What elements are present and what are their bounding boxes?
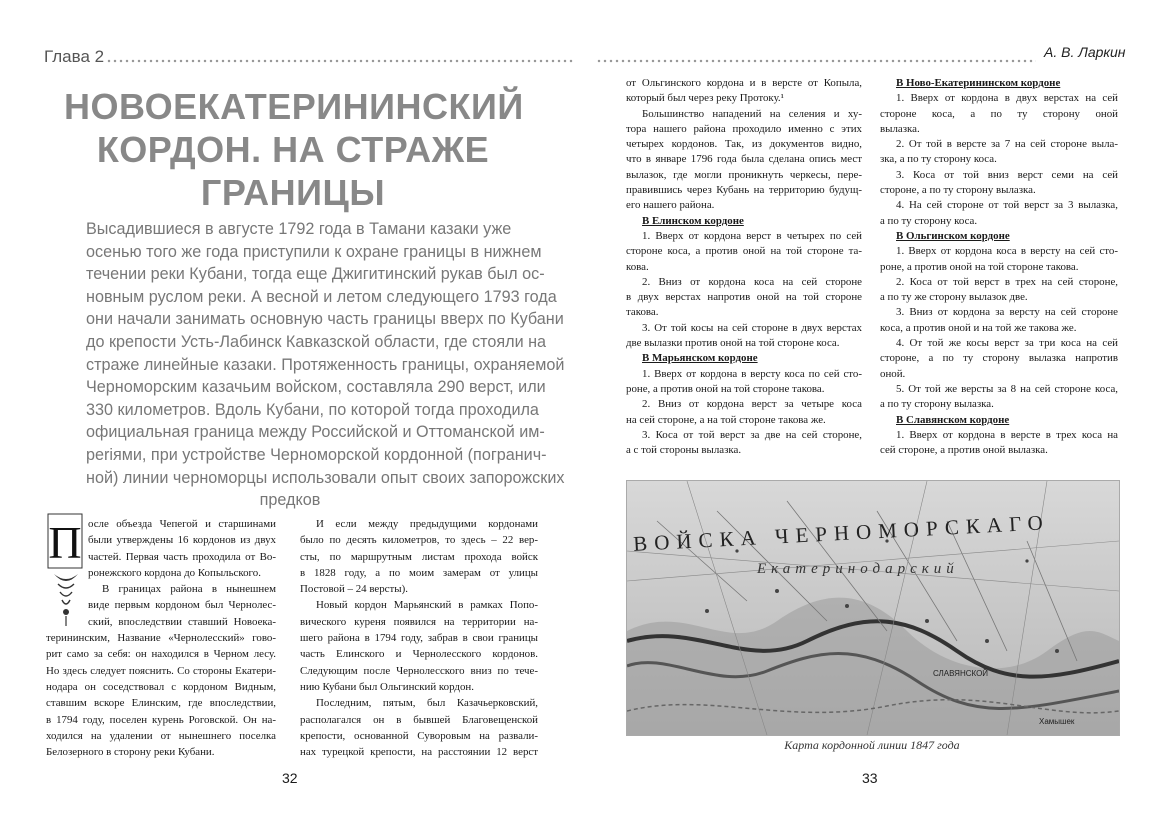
column-line: ронежского кордона до Копыльского. xyxy=(88,566,261,579)
header-dotted-rule-right xyxy=(596,58,1036,64)
page-number-right: 33 xyxy=(862,770,878,786)
column-line: который был через реку Протоку.¹ xyxy=(626,92,784,105)
column-line: Но здесь следует пояснить. Со стороны Екатери- xyxy=(46,664,276,677)
section-heading: В Марьянском кордоне xyxy=(642,352,758,365)
column-line: осле объезда Чепегой и старшинами xyxy=(88,518,276,530)
column-line: 2. Вниз от кордона коса на сей стороне xyxy=(642,275,862,288)
column-line: 1. Вверх от кордона в версту коса по сей сто- xyxy=(642,367,862,380)
column-line: рит само за себя: он находился в Черном лесу. xyxy=(46,648,276,661)
lead-line: предков xyxy=(259,491,321,510)
column-line: а с той стороны вылазка. xyxy=(626,444,742,457)
column-line: оной. xyxy=(880,367,906,380)
column-line: Следующим после Чернолесского вниз по тече- xyxy=(300,664,538,677)
section-heading: В Ольгинском кордоне xyxy=(896,229,1010,242)
column-line: стороне коса, а по ту сторону оной xyxy=(880,107,1118,120)
column-line: часть Елинского и Чернолесского кордонов. xyxy=(300,648,538,661)
lead-line: новным руслом реки. А весной и летом следующего 1793 года xyxy=(86,287,557,306)
lead-line: до крепости Усть-Лабинск Кавказской области, где стояли на xyxy=(86,332,547,351)
column-line: виде первым кордоном был Чернолес- xyxy=(88,599,276,612)
column-line: нах турецкой крепости, на расстоянии 12 верст xyxy=(300,746,538,759)
column-line: четырех кордонов. Так, из документов видно, xyxy=(626,138,862,151)
column-line: располагался он в бывшей Благовещенской xyxy=(300,713,538,726)
column-line: 5. От той же версты за 8 на сей стороне коса, xyxy=(896,382,1118,395)
column-line: коса, а против оной и на той же такова же. xyxy=(880,321,1077,334)
column-line: в двух верстах напротив оной на той стороне xyxy=(626,291,862,304)
column-line: а по ту же сторону вылазок две. xyxy=(880,291,1028,304)
column-line: 1. Вверх от кордона верст в четырех по сей xyxy=(642,229,862,242)
svg-text:П: П xyxy=(48,517,82,568)
column-line: 1. Вверх от кордона коса в версту на сей сто- xyxy=(896,245,1118,258)
lead-line: они начали занимать основную часть границы вверх по Кубани xyxy=(86,310,564,329)
chapter-label: Глава 2 xyxy=(44,47,105,66)
author-name: А. В. Ларкин xyxy=(1044,44,1126,60)
column-line: Белозерного в сторону реки Кубани. xyxy=(46,746,215,759)
lead-line: течении реки Кубани, тогда еще Джигитинский рукав был ос- xyxy=(86,265,545,284)
text-column-4 xyxy=(880,76,1118,458)
column-line: а по ту сторону коса. xyxy=(880,214,978,227)
column-line: Новый кордон Марьянский в рамках Попо- xyxy=(316,599,538,612)
column-line: 2. Коса от той верст в трех на сей стороне, xyxy=(896,275,1118,288)
lead-line: 330 километров. Вдоль Кубани, по которой тогда проходила xyxy=(86,400,539,419)
column-line: такова. xyxy=(626,306,659,319)
map-label-region: ВОЙСКА ЧЕРНОМОРСКАГО xyxy=(632,510,1051,556)
lead-line: официальная граница между Российской и Оттоманской им- xyxy=(86,423,545,442)
column-line: Последним, пятым, был Казачьерковский, xyxy=(316,697,538,710)
column-line: в 1794 году, поселен курень Роговской. Он на- xyxy=(46,713,276,726)
column-line: зка, а по ту сторону коса. xyxy=(880,153,997,166)
column-line: 2. Вниз от кордона верст за четыре коса xyxy=(642,398,862,411)
column-line: его нашего района. xyxy=(626,199,715,212)
column-line: на сей стороне, а на той стороне такова же. xyxy=(626,413,826,426)
column-line: правившись через Кубань на территорию будущ- xyxy=(626,184,862,197)
section-heading: В Славянском кордоне xyxy=(896,413,1010,426)
column-line: вического куреня появился на территории на- xyxy=(300,615,538,628)
section-heading: В Елинском кордоне xyxy=(642,214,744,227)
column-line: а по ту сторону вылазка. xyxy=(880,398,994,411)
column-line: сты, по маршрутным листам прохода войск xyxy=(300,550,538,563)
column-line: кова. xyxy=(626,260,649,273)
column-line: стороне, а по ту сторону вылазка. xyxy=(880,184,1036,197)
column-line: 3. От той косы на сей стороне в двух верстах xyxy=(642,321,862,334)
column-line: 3. Коса от той верст за две на сей стороне, xyxy=(642,428,862,441)
column-line: частей. Первая часть проходила от Во- xyxy=(88,550,276,563)
column-line: что в январе 1796 года была сделана опись мест xyxy=(626,153,862,166)
column-line: сей стороне, а против оной вылазка. xyxy=(880,444,1048,457)
map-caption: Карта кордонной линии 1847 года xyxy=(784,738,960,752)
map-label-district: Екатеринодарский xyxy=(757,561,959,577)
page-number-left: 32 xyxy=(282,770,298,786)
column-line: И если между предыдущими кордонами xyxy=(316,518,538,530)
column-line: стороне, а по ту сторону вылазка напротив xyxy=(880,352,1118,365)
text-column-2 xyxy=(300,516,538,760)
column-line: 4. На сей стороне от той верст за 3 вылазка, xyxy=(896,199,1118,212)
column-line: тора нашего района проходило именно с этих xyxy=(626,122,862,135)
column-line: 1. Вверх от кордона в версте в трех коса на xyxy=(896,428,1118,441)
column-line: роне, а против оной на той стороне такова. xyxy=(880,260,1079,273)
column-line: стороне коса, а против оной на той стороне та- xyxy=(626,245,862,258)
text-column-3 xyxy=(626,76,862,458)
text-column-1 xyxy=(46,516,276,760)
section-heading: В Ново-Екатерининском кордоне xyxy=(896,77,1061,89)
header-dotted-rule-left xyxy=(106,58,574,64)
column-line: 2. От той в версте за 7 на сей стороне выла- xyxy=(896,138,1118,151)
column-line: терининским, Название «Чернолесский» гово- xyxy=(46,632,276,645)
column-line: крепости, основанной Суворовым на развали- xyxy=(300,729,538,742)
column-line: 3. Коса от той вниз верст семи на сей xyxy=(896,168,1118,181)
column-line: вылазка. xyxy=(880,122,920,135)
column-line: ставшим вскоре Елинским, где впоследствии, xyxy=(46,697,276,710)
lead-line: ной) линии черноморцы использовали опыт своих запорожских xyxy=(86,468,565,487)
column-line: две вылазки против оной на той стороне коса. xyxy=(626,337,840,350)
column-line: 1. Вверх от кордона в двух верстах на сей xyxy=(896,92,1118,105)
column-line: вылазок, где могли проникнуть черкесы, пере- xyxy=(626,168,862,181)
title-line: НОВОЕКАТЕРИНИНСКИЙ xyxy=(64,86,524,127)
map-label-bottom: Хамышек xyxy=(1039,717,1075,726)
lead-line: осенью того же года приступили к охране границы в нижнем xyxy=(86,242,542,261)
column-line: от Ольгинского кордона и в версте от Копыла, xyxy=(626,77,862,89)
column-line: нодара он соседствовал с кордоном Видным, xyxy=(46,680,276,693)
column-line: были утверждены 16 кордонов из двух xyxy=(88,534,276,547)
title-line: ГРАНИЦЫ xyxy=(200,172,386,213)
column-line: ский, впоследствии ставший Новоека- xyxy=(88,615,276,628)
column-line: 3. Вниз от кордона за версту на сей стороне xyxy=(896,306,1118,319)
column-line: В границах района в нынешнем xyxy=(102,583,276,596)
title-line: КОРДОН. НА СТРАЖЕ xyxy=(96,129,490,170)
lead-line: Черноморским казачьим войском, составляла 290 верст, или xyxy=(86,378,546,397)
lead-line: Высадившиеся в августе 1792 года в Тамани казаки уже xyxy=(86,220,512,238)
map-label-town: СЛАВЯНСКОЙ xyxy=(933,669,989,678)
column-line: 4. От той же косы верст за три коса на сей xyxy=(896,337,1118,350)
column-line: было по десять километров, то здесь – 22 вер- xyxy=(300,534,538,547)
lead-line: страже линейные казаки. Протяженность границы, охраняемой xyxy=(86,355,565,374)
lead-paragraph xyxy=(86,218,565,512)
column-line: в 1828 году, а по моим замерам от улицы xyxy=(300,566,538,579)
column-line: ходился на удалении от нынешнего поселка xyxy=(46,729,276,742)
column-line: роне, а против оной на той стороне такова. xyxy=(626,382,825,395)
column-line: шего района в 1794 году, забрав в свои границы xyxy=(300,632,538,645)
column-line: Постовой – 24 версты). xyxy=(300,583,408,596)
article-title xyxy=(64,85,522,214)
column-line: нию Кубани был Ольгинский кордон. xyxy=(300,680,474,693)
column-line: Большинство нападений на селения и ху- xyxy=(642,107,862,120)
lead-line: periями, при устройстве Черноморской кордонной (погранич- xyxy=(86,445,547,464)
cordon-line-map-image xyxy=(626,480,1120,736)
